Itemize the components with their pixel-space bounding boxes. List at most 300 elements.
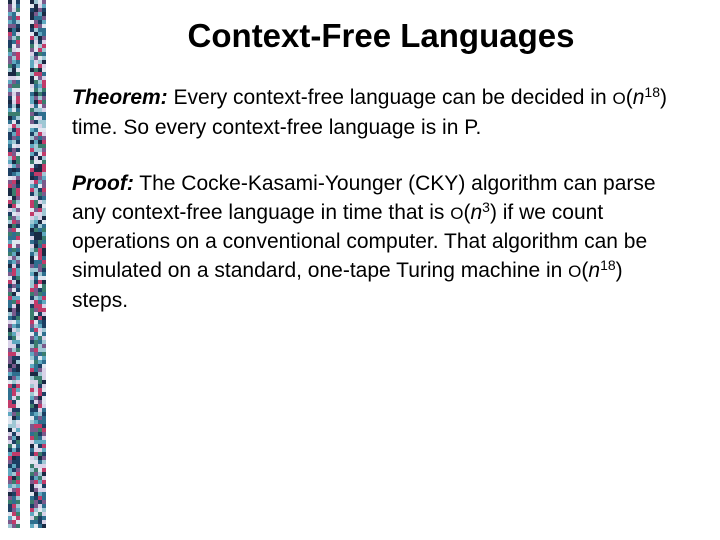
mosaic-tile: [30, 280, 34, 284]
mosaic-tile: [16, 444, 20, 448]
mosaic-tile: [42, 364, 46, 368]
mosaic-tile: [16, 448, 20, 452]
mosaic-tile: [34, 92, 38, 96]
mosaic-tile: [8, 392, 12, 396]
mosaic-tile: [34, 408, 38, 412]
mosaic-tile: [38, 296, 42, 300]
mosaic-tile: [16, 396, 20, 400]
proof-paragraph: [72, 170, 672, 315]
mosaic-tile: [30, 184, 34, 188]
mosaic-tile: [38, 148, 42, 152]
mosaic-tile: [34, 428, 38, 432]
mosaic-tile: [12, 376, 16, 380]
mosaic-tile: [12, 68, 16, 72]
mosaic-tile: [16, 132, 20, 136]
mosaic-tile: [16, 464, 20, 468]
mosaic-tile: [42, 240, 46, 244]
mosaic-tile: [34, 468, 38, 472]
mosaic-tile: [16, 472, 20, 476]
mosaic-tile: [38, 164, 42, 168]
mosaic-tile: [38, 96, 42, 100]
mosaic-tile: [38, 212, 42, 216]
mosaic-tile: [42, 396, 46, 400]
mosaic-tile: [42, 352, 46, 356]
mosaic-tile: [30, 496, 34, 500]
mosaic-tile: [30, 448, 34, 452]
mosaic-tile: [12, 204, 16, 208]
mosaic-tile: [12, 460, 16, 464]
mosaic-tile: [12, 264, 16, 268]
mosaic-tile: [16, 144, 20, 148]
mosaic-tile: [42, 384, 46, 388]
mosaic-tile: [34, 216, 38, 220]
mosaic-tile: [12, 388, 16, 392]
mosaic-tile: [30, 112, 34, 116]
mosaic-tile: [34, 448, 38, 452]
mosaic-tile: [12, 520, 16, 524]
mosaic-tile: [42, 156, 46, 160]
mosaic-tile: [38, 428, 42, 432]
mosaic-tile: [12, 508, 16, 512]
mosaic-tile: [12, 104, 16, 108]
mosaic-tile: [34, 232, 38, 236]
mosaic-tile: [38, 236, 42, 240]
mosaic-tile: [42, 60, 46, 64]
mosaic-tile: [34, 264, 38, 268]
mosaic-tile: [34, 164, 38, 168]
mosaic-tile: [30, 436, 34, 440]
side-strip-mosaic: [30, 0, 46, 528]
theorem-label: Theorem:: [72, 86, 168, 109]
mosaic-tile: [38, 452, 42, 456]
mosaic-tile: [16, 376, 20, 380]
mosaic-tile: [42, 408, 46, 412]
mosaic-tile: [42, 212, 46, 216]
mosaic-tile: [42, 348, 46, 352]
mosaic-tile: [38, 372, 42, 376]
mosaic-tile: [30, 264, 34, 268]
mosaic-tile: [30, 124, 34, 128]
mosaic-tile: [42, 452, 46, 456]
mosaic-tile: [34, 524, 38, 528]
mosaic-tile: [34, 332, 38, 336]
mosaic-tile: [34, 364, 38, 368]
mosaic-tile: [38, 316, 42, 320]
mosaic-tile: [42, 120, 46, 124]
mosaic-tile: [30, 516, 34, 520]
mosaic-tile: [8, 240, 12, 244]
mosaic-tile: [30, 468, 34, 472]
mosaic-tile: [8, 360, 12, 364]
mosaic-tile: [34, 352, 38, 356]
mosaic-tile: [38, 472, 42, 476]
mosaic-tile: [16, 328, 20, 332]
mosaic-tile: [30, 224, 34, 228]
mosaic-tile: [38, 280, 42, 284]
mosaic-tile: [30, 200, 34, 204]
mosaic-tile: [8, 428, 12, 432]
mosaic-tile: [12, 88, 16, 92]
mosaic-tile: [12, 4, 16, 8]
mosaic-tile: [34, 288, 38, 292]
mosaic-tile: [30, 168, 34, 172]
mosaic-tile: [34, 172, 38, 176]
mosaic-tile: [16, 456, 20, 460]
mosaic-tile: [30, 228, 34, 232]
mosaic-tile: [42, 316, 46, 320]
mosaic-tile: [30, 136, 34, 140]
mosaic-tile: [8, 180, 12, 184]
mosaic-tile: [12, 332, 16, 336]
mosaic-tile: [8, 472, 12, 476]
mosaic-tile: [42, 320, 46, 324]
mosaic-tile: [30, 504, 34, 508]
mosaic-tile: [30, 176, 34, 180]
mosaic-tile: [34, 124, 38, 128]
mosaic-tile: [12, 448, 16, 452]
mosaic-tile: [16, 516, 20, 520]
mosaic-tile: [34, 176, 38, 180]
mosaic-tile: [42, 304, 46, 308]
mosaic-tile: [16, 300, 20, 304]
mosaic-tile: [8, 340, 12, 344]
mosaic-tile: [12, 412, 16, 416]
mosaic-tile: [16, 80, 20, 84]
mosaic-tile: [34, 432, 38, 436]
mosaic-tile: [16, 372, 20, 376]
mosaic-tile: [16, 280, 20, 284]
mosaic-tile: [42, 456, 46, 460]
mosaic-tile: [16, 72, 20, 76]
mosaic-tile: [38, 292, 42, 296]
mosaic-tile: [8, 468, 12, 472]
mosaic-tile: [34, 184, 38, 188]
mosaic-tile: [8, 104, 12, 108]
mosaic-tile: [16, 184, 20, 188]
mosaic-tile: [30, 196, 34, 200]
variable-n: n: [588, 258, 601, 282]
mosaic-tile: [30, 64, 34, 68]
mosaic-tile: [16, 128, 20, 132]
mosaic-tile: [38, 320, 42, 324]
mosaic-tile: [8, 272, 12, 276]
mosaic-tile: [30, 160, 34, 164]
mosaic-tile: [8, 88, 12, 92]
mosaic-tile: [34, 444, 38, 448]
mosaic-tile: [38, 192, 42, 196]
mosaic-tile: [8, 84, 12, 88]
mosaic-tile: [16, 400, 20, 404]
mosaic-tile: [8, 376, 12, 380]
mosaic-tile: [42, 272, 46, 276]
mosaic-tile: [42, 504, 46, 508]
mosaic-tile: [16, 252, 20, 256]
mosaic-tile: [30, 252, 34, 256]
mosaic-tile: [42, 172, 46, 176]
mosaic-tile: [38, 476, 42, 480]
mosaic-tile: [12, 188, 16, 192]
mosaic-tile: [42, 472, 46, 476]
mosaic-tile: [34, 260, 38, 264]
mosaic-tile: [12, 328, 16, 332]
mosaic-tile: [38, 304, 42, 308]
proof-text: The Cocke-Kasami-Younger (CKY) algorithm can parse any context-free language in time that is: [72, 172, 656, 224]
mosaic-tile: [16, 268, 20, 272]
mosaic-tile: [38, 464, 42, 468]
mosaic-tile: [42, 140, 46, 144]
mosaic-tile: [38, 0, 42, 4]
mosaic-tile: [8, 144, 12, 148]
mosaic-tile: [34, 236, 38, 240]
mosaic-tile: [12, 76, 16, 80]
mosaic-tile: [8, 64, 12, 68]
mosaic-tile: [34, 88, 38, 92]
mosaic-tile: [42, 148, 46, 152]
mosaic-tile: [12, 476, 16, 480]
mosaic-tile: [38, 224, 42, 228]
mosaic-tile: [34, 8, 38, 12]
mosaic-tile: [42, 176, 46, 180]
mosaic-tile: [30, 308, 34, 312]
mosaic-tile: [30, 220, 34, 224]
mosaic-tile: [12, 212, 16, 216]
mosaic-tile: [38, 8, 42, 12]
mosaic-tile: [42, 96, 46, 100]
mosaic-tile: [30, 444, 34, 448]
mosaic-tile: [30, 260, 34, 264]
mosaic-tile: [8, 256, 12, 260]
mosaic-tile: [38, 256, 42, 260]
mosaic-tile: [12, 112, 16, 116]
mosaic-tile: [12, 420, 16, 424]
mosaic-tile: [38, 72, 42, 76]
mosaic-tile: [38, 172, 42, 176]
mosaic-tile: [8, 440, 12, 444]
mosaic-tile: [16, 60, 20, 64]
mosaic-tile: [12, 216, 16, 220]
mosaic-tile: [12, 60, 16, 64]
mosaic-tile: [38, 156, 42, 160]
mosaic-tile: [42, 332, 46, 336]
mosaic-tile: [12, 404, 16, 408]
mosaic-tile: [8, 196, 12, 200]
mosaic-tile: [8, 348, 12, 352]
mosaic-tile: [42, 188, 46, 192]
mosaic-tile: [8, 480, 12, 484]
mosaic-tile: [30, 132, 34, 136]
mosaic-tile: [42, 412, 46, 416]
mosaic-tile: [8, 332, 12, 336]
mosaic-tile: [34, 404, 38, 408]
mosaic-tile: [30, 180, 34, 184]
mosaic-tile: [8, 208, 12, 212]
mosaic-tile: [16, 356, 20, 360]
mosaic-tile: [34, 108, 38, 112]
mosaic-tile: [12, 260, 16, 264]
mosaic-tile: [34, 168, 38, 172]
mosaic-tile: [16, 88, 20, 92]
mosaic-tile: [30, 84, 34, 88]
mosaic-tile: [8, 168, 12, 172]
mosaic-tile: [34, 516, 38, 520]
mosaic-tile: [34, 508, 38, 512]
mosaic-tile: [30, 288, 34, 292]
mosaic-tile: [30, 60, 34, 64]
mosaic-tile: [34, 252, 38, 256]
mosaic-tile: [34, 224, 38, 228]
mosaic-tile: [30, 88, 34, 92]
mosaic-tile: [34, 384, 38, 388]
mosaic-tile: [38, 268, 42, 272]
mosaic-tile: [8, 524, 12, 528]
mosaic-tile: [8, 252, 12, 256]
mosaic-tile: [38, 456, 42, 460]
mosaic-tile: [34, 0, 38, 4]
mosaic-tile: [42, 380, 46, 384]
mosaic-tile: [34, 420, 38, 424]
mosaic-tile: [30, 440, 34, 444]
mosaic-tile: [38, 512, 42, 516]
mosaic-tile: [8, 80, 12, 84]
mosaic-tile: [38, 276, 42, 280]
mosaic-tile: [38, 412, 42, 416]
mosaic-tile: [8, 108, 12, 112]
mosaic-tile: [16, 196, 20, 200]
mosaic-tile: [30, 428, 34, 432]
mosaic-tile: [12, 168, 16, 172]
mosaic-tile: [12, 144, 16, 148]
mosaic-tile: [16, 360, 20, 364]
mosaic-tile: [8, 192, 12, 196]
mosaic-tile: [12, 232, 16, 236]
mosaic-tile: [8, 452, 12, 456]
mosaic-tile: [34, 356, 38, 360]
mosaic-tile: [34, 136, 38, 140]
mosaic-tile: [12, 124, 16, 128]
mosaic-tile: [8, 164, 12, 168]
mosaic-tile: [34, 160, 38, 164]
mosaic-tile: [12, 80, 16, 84]
mosaic-tile: [42, 328, 46, 332]
mosaic-tile: [12, 472, 16, 476]
mosaic-tile: [16, 112, 20, 116]
mosaic-tile: [8, 488, 12, 492]
mosaic-tile: [8, 300, 12, 304]
mosaic-tile: [30, 324, 34, 328]
mosaic-tile: [8, 236, 12, 240]
mosaic-tile: [16, 332, 20, 336]
mosaic-tile: [38, 500, 42, 504]
mosaic-tile: [34, 484, 38, 488]
mosaic-tile: [38, 416, 42, 420]
mosaic-tile: [16, 404, 20, 408]
mosaic-tile: [8, 216, 12, 220]
mosaic-tile: [8, 92, 12, 96]
mosaic-tile: [30, 72, 34, 76]
mosaic-tile: [34, 292, 38, 296]
mosaic-tile: [34, 312, 38, 316]
mosaic-tile: [8, 408, 12, 412]
mosaic-tile: [42, 108, 46, 112]
mosaic-tile: [30, 368, 34, 372]
mosaic-tile: [12, 160, 16, 164]
mosaic-tile: [16, 200, 20, 204]
mosaic-tile: [42, 232, 46, 236]
mosaic-tile: [8, 484, 12, 488]
mosaic-tile: [16, 76, 20, 80]
mosaic-tile: [8, 8, 12, 12]
mosaic-tile: [8, 304, 12, 308]
mosaic-tile: [8, 344, 12, 348]
mosaic-tile: [38, 184, 42, 188]
side-strip-mosaic: [8, 0, 20, 528]
mosaic-tile: [30, 172, 34, 176]
mosaic-tile: [8, 224, 12, 228]
mosaic-tile: [12, 468, 16, 472]
mosaic-tile: [38, 508, 42, 512]
mosaic-tile: [8, 268, 12, 272]
mosaic-tile: [12, 208, 16, 212]
mosaic-tile: [12, 156, 16, 160]
mosaic-tile: [42, 448, 46, 452]
mosaic-tile: [8, 288, 12, 292]
mosaic-tile: [34, 388, 38, 392]
mosaic-tile: [38, 392, 42, 396]
mosaic-tile: [30, 276, 34, 280]
mosaic-tile: [12, 304, 16, 308]
mosaic-tile: [34, 128, 38, 132]
mosaic-tile: [12, 408, 16, 412]
decorative-side-strip-left: [8, 0, 20, 528]
theorem-text: Every context-free language can be decided in: [167, 86, 613, 109]
mosaic-tile: [34, 504, 38, 508]
mosaic-tile: [38, 408, 42, 412]
mosaic-tile: [38, 168, 42, 172]
mosaic-tile: [38, 368, 42, 372]
mosaic-tile: [8, 188, 12, 192]
mosaic-tile: [38, 356, 42, 360]
mosaic-tile: [8, 508, 12, 512]
mosaic-tile: [16, 148, 20, 152]
mosaic-tile: [34, 360, 38, 364]
mosaic-tile: [8, 112, 12, 116]
mosaic-tile: [38, 324, 42, 328]
mosaic-tile: [30, 240, 34, 244]
mosaic-tile: [30, 348, 34, 352]
mosaic-tile: [30, 76, 34, 80]
mosaic-tile: [16, 216, 20, 220]
mosaic-tile: [38, 216, 42, 220]
mosaic-tile: [34, 520, 38, 524]
mosaic-tile: [42, 368, 46, 372]
mosaic-tile: [38, 4, 42, 8]
mosaic-tile: [42, 72, 46, 76]
exponent: 3: [482, 198, 490, 215]
mosaic-tile: [16, 104, 20, 108]
mosaic-tile: [38, 228, 42, 232]
mosaic-tile: [8, 60, 12, 64]
mosaic-tile: [42, 356, 46, 360]
mosaic-tile: [12, 424, 16, 428]
mosaic-tile: [12, 228, 16, 232]
mosaic-tile: [30, 340, 34, 344]
mosaic-tile: [16, 496, 20, 500]
mosaic-tile: [34, 80, 38, 84]
mosaic-tile: [30, 312, 34, 316]
mosaic-tile: [38, 176, 42, 180]
mosaic-tile: [12, 148, 16, 152]
mosaic-tile: [12, 296, 16, 300]
